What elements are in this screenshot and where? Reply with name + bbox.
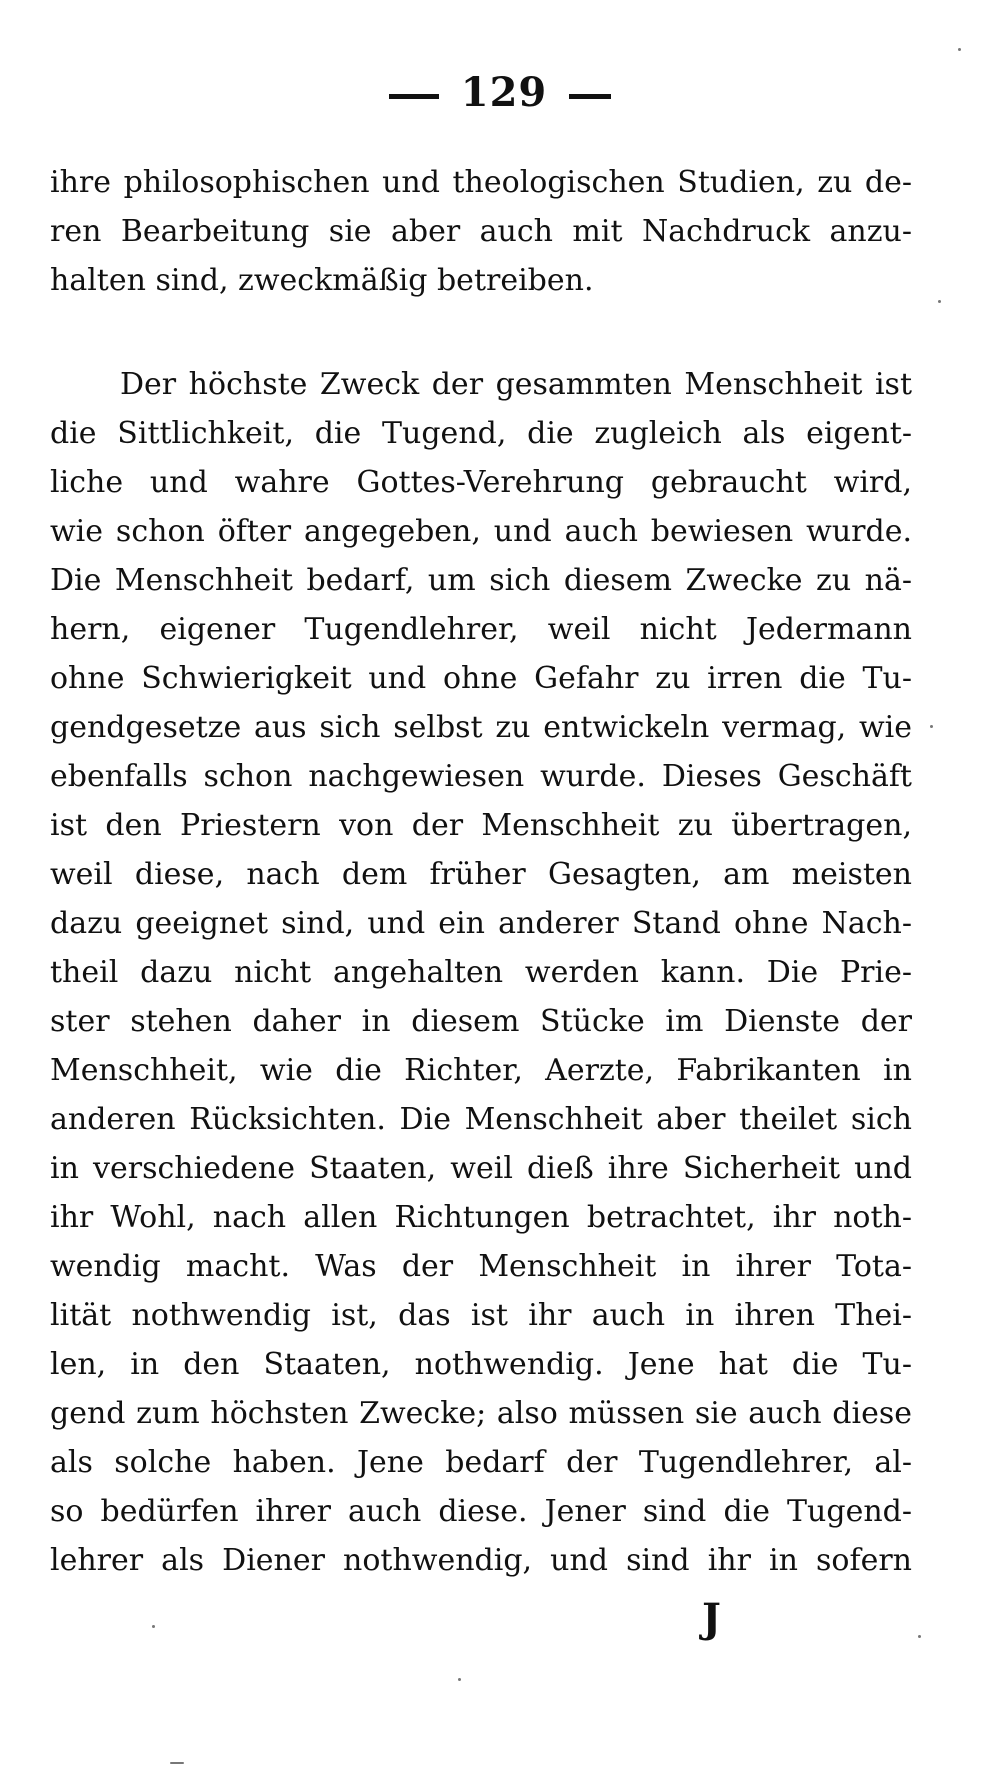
- text-line: Menschheit, wie die Richter, Aerzte, Fabrikanten in: [50, 1053, 912, 1088]
- text-line: wendig macht. Was der Menschheit in ihrer Tota-: [50, 1249, 912, 1284]
- text-line: dazu geeignet sind, und ein anderer Stand ohne Nach-: [50, 906, 912, 941]
- text-line: ster stehen daher in diesem Stücke im Dienste der: [50, 1004, 912, 1039]
- text-line: so bedürfen ihrer auch diese. Jener sind die Tugend-: [50, 1494, 912, 1529]
- text-line: halten sind, zweckmäßig betreiben.: [50, 263, 594, 298]
- text-line: gend zum höchsten Zwecke; also müssen sie auch diese: [50, 1396, 912, 1431]
- text-line: die Sittlichkeit, die Tugend, die zugleich als eigent-: [50, 416, 912, 451]
- paper-speck: [152, 1625, 155, 1628]
- text-line: wie schon öfter angegeben, und auch bewiesen wurde.: [50, 514, 912, 549]
- text-line: gendgesetze aus sich selbst zu entwickeln vermag, wie: [50, 710, 912, 745]
- text-line: ohne Schwierigkeit und ohne Gefahr zu irren die Tu-: [50, 661, 912, 696]
- text-line: theil dazu nicht angehalten werden kann. Die Prie-: [50, 955, 912, 990]
- signature-mark: J: [702, 1595, 721, 1642]
- text-line: lität nothwendig ist, das ist ihr auch in ihren Thei-: [50, 1298, 912, 1333]
- text-line: als solche haben. Jene bedarf der Tugendlehrer, al-: [50, 1445, 912, 1480]
- paper-speck: [918, 1635, 921, 1638]
- text-line: in verschiedene Staaten, weil dieß ihre Sicherheit und: [50, 1151, 912, 1186]
- text-line: ihre philosophischen und theologischen Studien, zu de-: [50, 165, 912, 200]
- header-rule-left: [389, 94, 439, 99]
- header-rule-right: [569, 94, 611, 99]
- paper-speck: [958, 48, 961, 51]
- paper-speck: [938, 300, 941, 303]
- paragraph-1: [50, 158, 912, 305]
- paper-speck: [458, 1678, 461, 1681]
- text-line: liche und wahre Gottes-Verehrung gebraucht wird,: [50, 465, 912, 500]
- paper-speck: [930, 725, 933, 728]
- page-number: 129: [460, 69, 548, 116]
- text-line: ihr Wohl, nach allen Richtungen betrachtet, ihr noth-: [50, 1200, 912, 1235]
- text-line: Der höchste Zweck der gesammten Menschheit ist: [120, 367, 912, 402]
- text-line: Die Menschheit bedarf, um sich diesem Zwecke zu nä-: [50, 563, 912, 598]
- page-header: [0, 68, 1000, 118]
- text-line: lehrer als Diener nothwendig, und sind ihr in sofern: [50, 1543, 912, 1578]
- text-line: ebenfalls schon nachgewiesen wurde. Dieses Geschäft: [50, 759, 912, 794]
- text-line: hern, eigener Tugendlehrer, weil nicht Jedermann: [50, 612, 912, 647]
- text-line: ist den Priestern von der Menschheit zu übertragen,: [50, 808, 912, 843]
- paper-speck: [170, 1762, 184, 1764]
- text-line: len, in den Staaten, nothwendig. Jene hat die Tu-: [50, 1347, 912, 1382]
- text-line: ren Bearbeitung sie aber auch mit Nachdruck anzu-: [50, 214, 912, 249]
- text-line: weil diese, nach dem früher Gesagten, am meisten: [50, 857, 912, 892]
- text-line: anderen Rücksichten. Die Menschheit aber theilet sich: [50, 1102, 912, 1137]
- paragraph-2: [50, 360, 912, 1585]
